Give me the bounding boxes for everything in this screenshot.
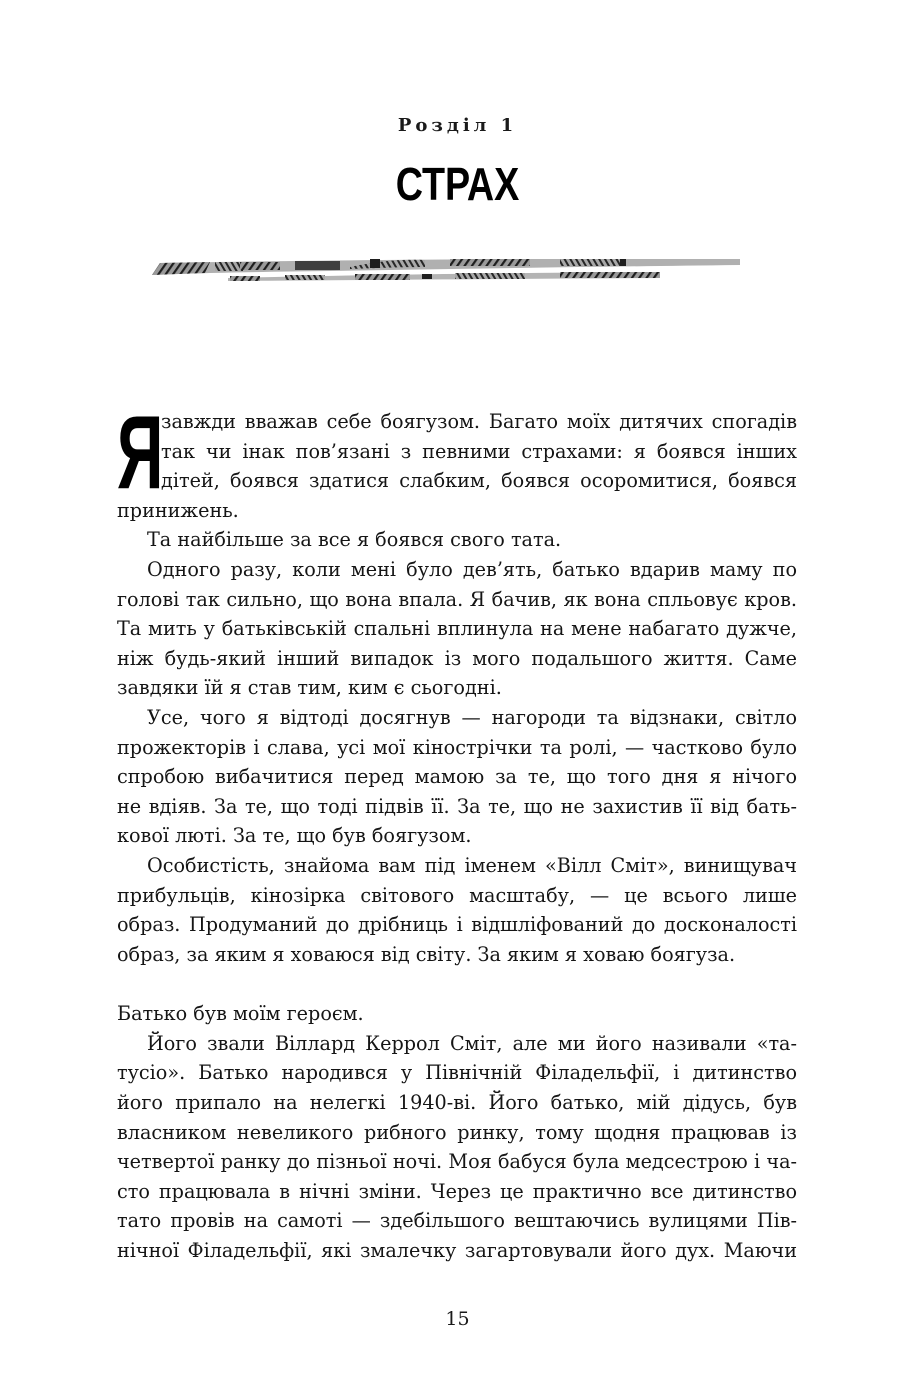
text-line: голові так сильно, що вона впала. Я бачив, як вона спльовує кров. [117,587,797,611]
text-line: його припало на нелегкі 1940-ві. Його батько, мій дідусь, був [117,1091,797,1115]
text-line: прожекторів і слава, усі мої кінострічки та ролі, — частково було [117,735,797,759]
brushstroke-divider-icon [150,253,740,283]
text-line: Та найбільше за все я боявся свого тата. [147,528,562,552]
chapter-title: СТРАХ [395,158,520,210]
drop-cap: Я [117,395,164,511]
text-line: Одного разу, коли мені було дев’ять, батько вдарив маму по [147,557,797,581]
text-line: принижень. [117,498,239,522]
chapter-label: Розділ 1 [397,115,518,136]
text-line: не вдіяв. За те, що тоді підвів її. За те, що не захистив її від бать- [117,794,797,818]
text-line: ніж будь-який інший випадок із мого подальшого життя. Саме [117,646,797,670]
text-line: образ. Продуманий до дрібниць і відшліфований до досконалості [117,913,797,937]
body-text [117,395,797,1266]
text-line: Батько був моїм героєм. [117,1002,364,1026]
text-line: Його звали Віллард Керрол Сміт, але ми його називали «та- [147,1031,797,1055]
text-line: Особистість, знайома вам під іменем «Вілл Сміт», винищувач [147,853,797,877]
text-line: образ, за яким я ховаюся від світу. За яким я ховаю боягуза. [117,942,736,966]
text-line: кової люті. За те, що був боягузом. [117,824,472,848]
section-break [117,969,797,999]
text-line: тусіо». Батько народився у Північній Філадельфії, і дитинство [117,1061,797,1085]
text-line: дітей, боявся здатися слабким, боявся осоромитися, боявся [161,469,797,493]
text-line: завдяки їй я став тим, ким є сьогодні. [117,676,502,700]
paragraph [117,395,797,525]
page-number: 15 [445,1308,470,1330]
paragraph [117,999,797,1029]
text-line: прибульців, кінозірка світового масштабу, — це всього лише [117,883,797,907]
text-line: власником невеликого рибного ринку, тому щодня працював із [117,1120,797,1144]
paragraph [117,525,797,555]
text-line: тато провів на самоті — здебільшого вештаючись вулицями Пів- [117,1209,797,1233]
text-line: четвертої ранку до пізньої ночі. Моя бабуся була медсестрою і ча- [117,1150,797,1174]
paragraph [117,555,797,703]
text-line: Усе, чого я відтоді досягнув — нагороди та відзнаки, світло [147,705,797,729]
text-line: Та мить у батьківській спальні вплинула на мене набагато дужче, [117,617,797,641]
paragraph [117,851,797,969]
text-line: спробою вибачитися перед мамою за те, що того дня я нічого [117,765,797,789]
paragraph [117,703,797,851]
text-line: так чи інак пов’язані з певними страхами: я боявся інших [161,439,797,463]
text-line: завжди вважав себе боягузом. Багато моїх дитячих спогадів [161,410,797,433]
paragraph [117,1029,797,1266]
text-line: сто працювала в нічні зміни. Через це практично все дитинство [117,1179,797,1203]
text-line: нічної Філадельфії, які змалечку загартовували його дух. Маючи [117,1239,797,1263]
